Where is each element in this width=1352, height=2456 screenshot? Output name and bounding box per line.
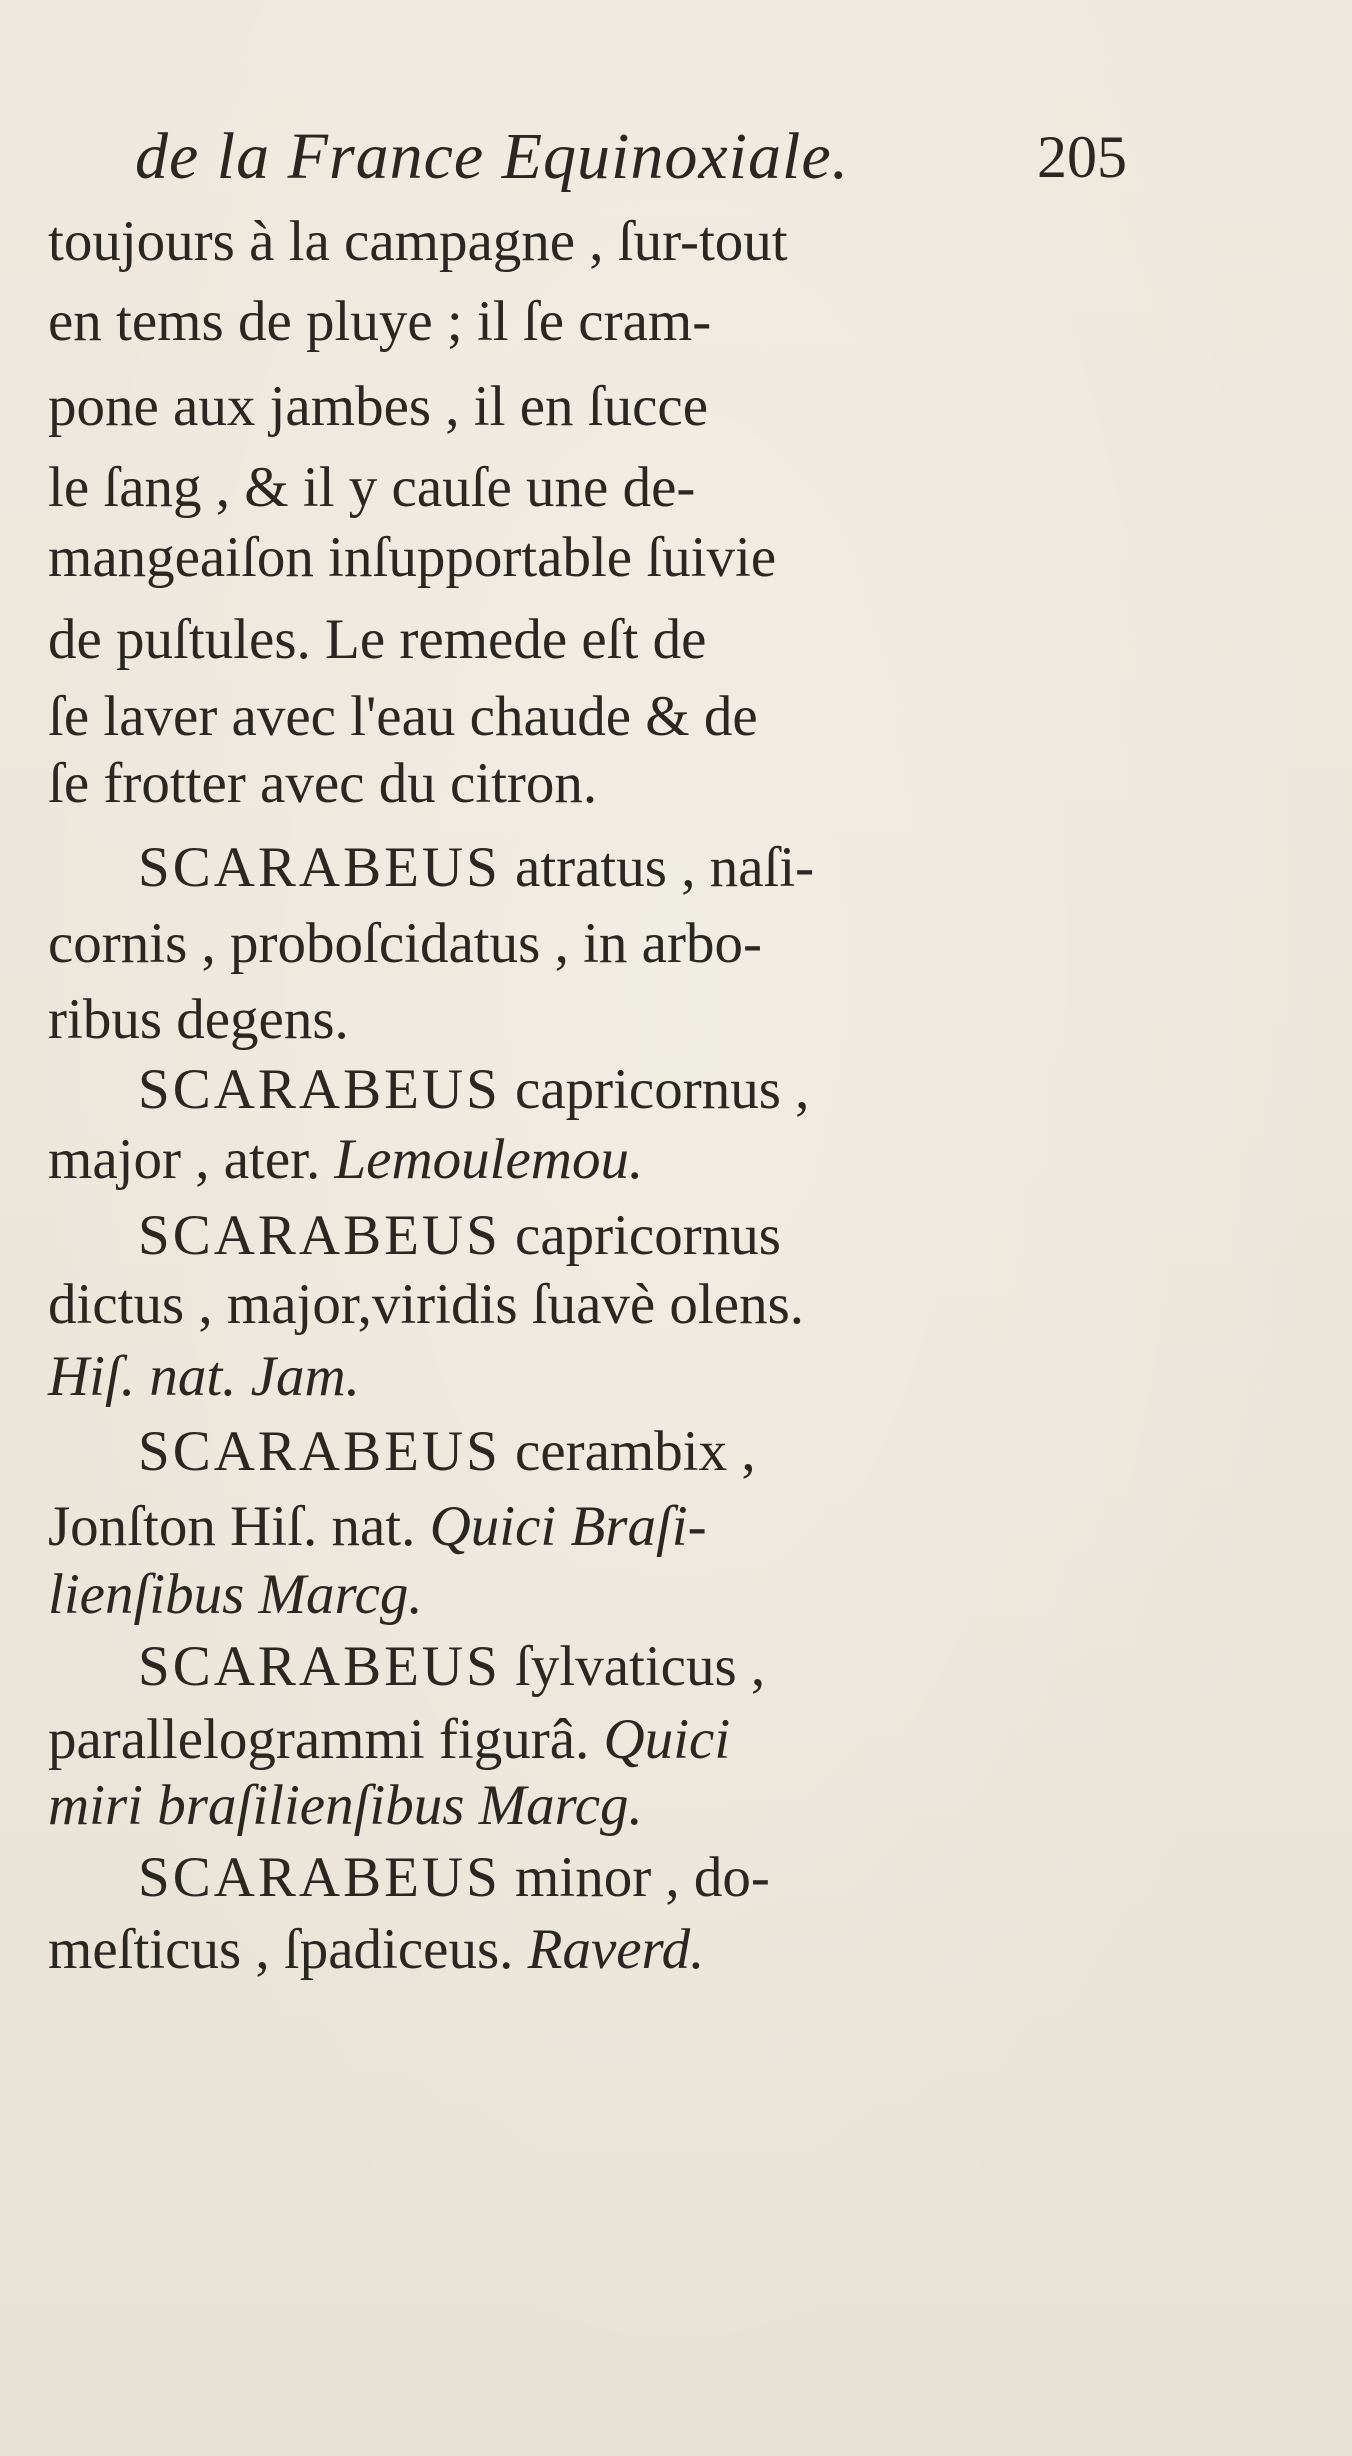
entry-line: SCARABEUS capricornus , xyxy=(138,1058,810,1121)
citation-line: Hiſ. nat. Jam. xyxy=(48,1345,360,1408)
entry-line: SCARABEUS minor , do- xyxy=(138,1846,770,1909)
running-title: de la France Equinoxiale. xyxy=(135,120,850,193)
vernacular-name: Quici Braſi- xyxy=(429,1495,707,1558)
text-line: ſe laver avec l'eau chaude & de xyxy=(48,685,758,748)
text-line: pone aux jambes , il en ſucce xyxy=(48,375,709,438)
genus-name: SCARABEUS xyxy=(138,1846,501,1909)
text-line: mangeaiſon inſupportable ſuivie xyxy=(48,526,777,589)
genus-name: SCARABEUS xyxy=(138,836,501,899)
genus-name: SCARABEUS xyxy=(138,1420,501,1483)
text-line: major , ater. Lemoulemou. xyxy=(48,1128,644,1191)
text-line: de puſtules. Le remede eſt de xyxy=(48,608,707,671)
genus-name: SCARABEUS xyxy=(138,1058,501,1121)
text-line: cornis , proboſcidatus , in arbo- xyxy=(48,912,762,975)
genus-name: SCARABEUS xyxy=(138,1204,501,1267)
entry-line: SCARABEUS cerambix , xyxy=(138,1420,756,1483)
entry-line: SCARABEUS ſylvaticus , xyxy=(138,1635,766,1698)
vernacular-name: Quici xyxy=(603,1708,731,1771)
text-line: Jonſton Hiſ. nat. Quici Braſi- xyxy=(48,1495,707,1558)
text-line: toujours à la campagne , ſur-tout xyxy=(48,210,788,273)
entry-line: SCARABEUS atratus , naſi- xyxy=(138,836,815,899)
text-line: meſticus , ſpadiceus. Raverd. xyxy=(48,1918,705,1981)
text-line: parallelogrammi figurâ. Quici xyxy=(48,1708,731,1771)
entry-line: SCARABEUS capricornus xyxy=(138,1204,781,1267)
citation-line: miri braſilienſibus Marcg. xyxy=(48,1774,643,1837)
text-line: le ſang , & il y cauſe une de- xyxy=(48,456,696,519)
vernacular-name: Lemoulemou. xyxy=(334,1128,644,1191)
text-line: ribus degens. xyxy=(48,988,349,1051)
text-line: dictus , major,viridis ſuavè olens. xyxy=(48,1273,805,1336)
author-name: Raverd. xyxy=(527,1918,705,1981)
citation-line: lienſibus Marcg. xyxy=(48,1563,423,1626)
text-line: en tems de pluye ; il ſe cram- xyxy=(48,290,712,353)
page-number: 205 xyxy=(1037,124,1127,190)
genus-name: SCARABEUS xyxy=(138,1635,501,1698)
text-line: ſe frotter avec du citron. xyxy=(48,752,598,815)
